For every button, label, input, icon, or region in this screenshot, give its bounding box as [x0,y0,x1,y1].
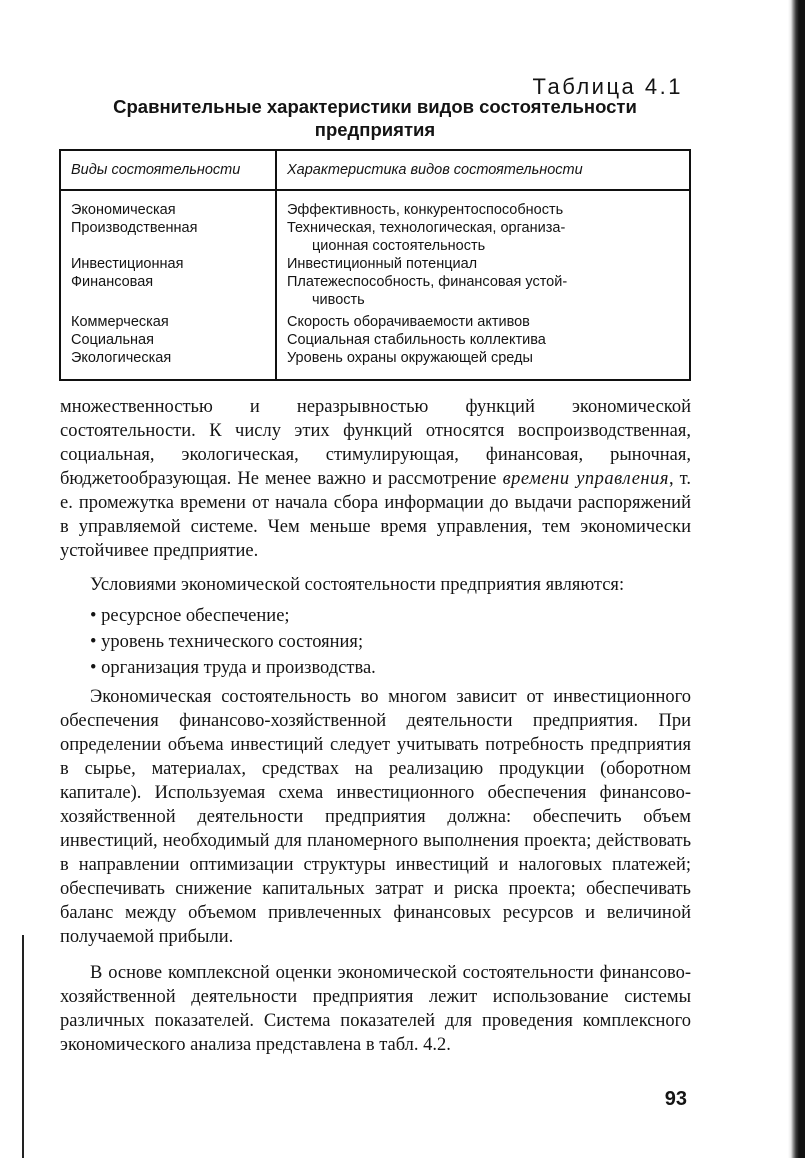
paragraph-1-start: множественностью и неразрывностью функций экономической состоятельности. К числу этих функций относятся воспроизводственная, социальная, экологическая, стимулирующая, финансовая, рыночная, бюджетообразующая. Не менее важно и рассмотрение [60,397,691,489]
table-title-line-2: предприятия [314,119,436,140]
table-row [60,331,690,349]
row-char [276,219,690,255]
table-header-row [60,150,690,190]
list-item: • организация труда и производства. [90,655,691,681]
list-item: • уровень технического состояния; [90,629,691,655]
paragraph-1 [60,395,691,563]
row-char: Инвестиционный потенциал [287,256,478,272]
row-type: Производственная [60,219,276,255]
paragraph-3: Экономическая состоятельность во многом зависит от инвестиционного обеспечения финансово-хозяйственной деятельности предприятия. При определении объема инвестиций следует учитывать потребность предприятия в сырье, материалах, средствах на реализацию продукции (оборотном капитале). Используемая схема инвестиционного обеспечения финансово-хозяйственной деятельности предприятия должна: обеспечить объем инвестиций, необходимый для планомерного выполнения проекта; действовать в направлении оптимизации структуры инвестиций и налоговых платежей; обеспечивать снижение капитальных затрат и риска проекта; обеспечивать баланс между объемом привлеченных финансовых ресурсов и величиной получаемой прибыли. [60,687,691,947]
row-char-line: ционная состоятельность [312,238,486,254]
row-char: Эффективность, конкурентоспособность [287,202,564,218]
table-title-line-1: Сравнительные характеристики видов состоятельности [113,96,637,117]
paragraph-2: Условиями экономической состоятельности предприятия являются: [90,575,625,595]
emphasis-time-of-management: времени управления [502,469,669,489]
row-char [276,273,690,309]
row-type: Экологическая [60,349,276,380]
list-item: • ресурсное обеспечение; [90,603,691,629]
row-char-line: Платежеспособность, финансовая устой- [287,274,568,290]
row-type: Финансовая [60,273,276,309]
row-char-line: чивость [312,292,365,308]
scan-edge-right [788,0,805,1158]
scan-edge-left [22,935,24,1158]
row-char: Уровень охраны окружающей среды [287,350,533,366]
table-row [60,190,690,219]
row-type: Коммерческая [60,309,276,331]
row-type: Инвестиционная [60,255,276,273]
table-row [60,309,690,331]
row-char-line: Техническая, технологическая, организа- [287,220,566,236]
table-row [60,219,690,255]
row-type: Социальная [60,331,276,349]
row-char: Скорость оборачиваемости активов [287,314,530,330]
row-type: Экономическая [60,190,276,219]
row-char: Социальная стабильность коллектива [287,332,546,348]
table-number: Таблица 4.1 [532,74,683,99]
body-text [60,395,691,1057]
table-row [60,255,690,273]
conditions-list [90,603,691,681]
comparison-table [59,149,691,381]
table-row [60,349,690,380]
table-row [60,273,690,309]
header-characteristics: Характеристика видов состоятельности [276,150,690,190]
paragraph-4: В основе комплексной оценки экономической состоятельности финансово-хозяйственной деятельности предприятия лежит использование системы различных показателей. Система показателей для проведения комплексного экономического анализа представлена в табл. 4.2. [60,963,691,1055]
paragraph-1-end: , т. е. промежутка времени от начала сбора информации до выдачи распоряжений в управляемой системе. Чем меньше время управления, тем экономически устойчивее предприятие. [60,469,692,561]
table-title [60,95,690,141]
page-number: 93 [664,1088,687,1110]
header-types: Виды состоятельности [60,150,276,190]
